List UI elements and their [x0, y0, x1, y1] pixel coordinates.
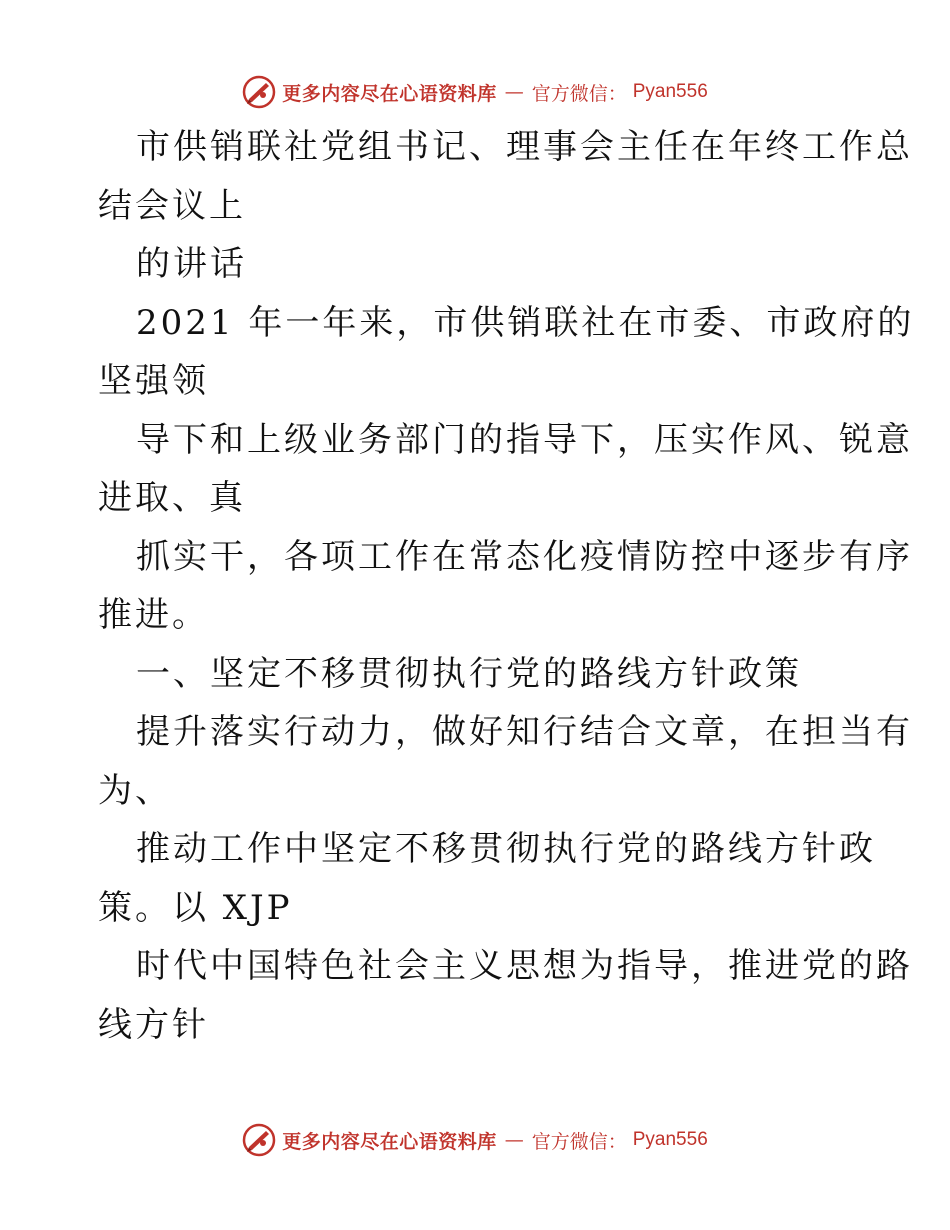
header-banner-inner	[242, 75, 708, 109]
section-heading: 一、坚定不移贯彻执行党的路线方针政策	[136, 653, 802, 694]
header-banner-text: 更多内容尽在心语资料库	[282, 82, 497, 105]
footer-banner-inner	[242, 1123, 708, 1157]
header-banner-label: 官方微信：	[531, 82, 627, 105]
header-banner-id: Pyan556	[632, 81, 708, 102]
body-line: 的讲话	[136, 244, 247, 284]
footer-banner	[0, 1120, 950, 1160]
footer-banner-text: 更多内容尽在心语资料库	[282, 1130, 497, 1153]
body-line: 推进。	[98, 595, 209, 635]
body-line: 策。以 XJP	[98, 887, 293, 928]
body-line: 提升落实行动力，做好知行结合文章，在担当有	[136, 712, 913, 752]
body-line: 坚强领	[98, 361, 209, 401]
footer-banner-id: Pyan556	[632, 1129, 708, 1150]
body-line: 结会议上	[98, 185, 246, 226]
body-line: 线方针	[98, 1004, 209, 1045]
body-line: 推动工作中坚定不移贯彻执行党的路线方针政	[136, 829, 876, 869]
body-line: 进取、真	[98, 478, 246, 518]
document-body	[98, 118, 915, 1054]
header-banner-separator: —	[504, 81, 524, 103]
body-line: 为、	[98, 770, 172, 811]
library-logo-icon	[242, 75, 276, 109]
body-line: 时代中国特色社会主义思想为指导，推进党的路	[136, 946, 913, 986]
footer-banner-label: 官方微信：	[531, 1130, 627, 1153]
body-line: 2021 年一年来，市供销联社在市委、市政府的	[136, 302, 915, 343]
body-line: 市供销联社党组书记、理事会主任在年终工作总	[136, 127, 913, 167]
body-line: 抓实干，各项工作在常态化疫情防控中逐步有序	[136, 536, 913, 577]
body-line: 导下和上级业务部门的指导下，压实作风、锐意	[136, 419, 913, 460]
footer-banner-separator: —	[504, 1129, 524, 1151]
header-banner	[0, 72, 950, 112]
library-logo-icon	[242, 1123, 276, 1157]
